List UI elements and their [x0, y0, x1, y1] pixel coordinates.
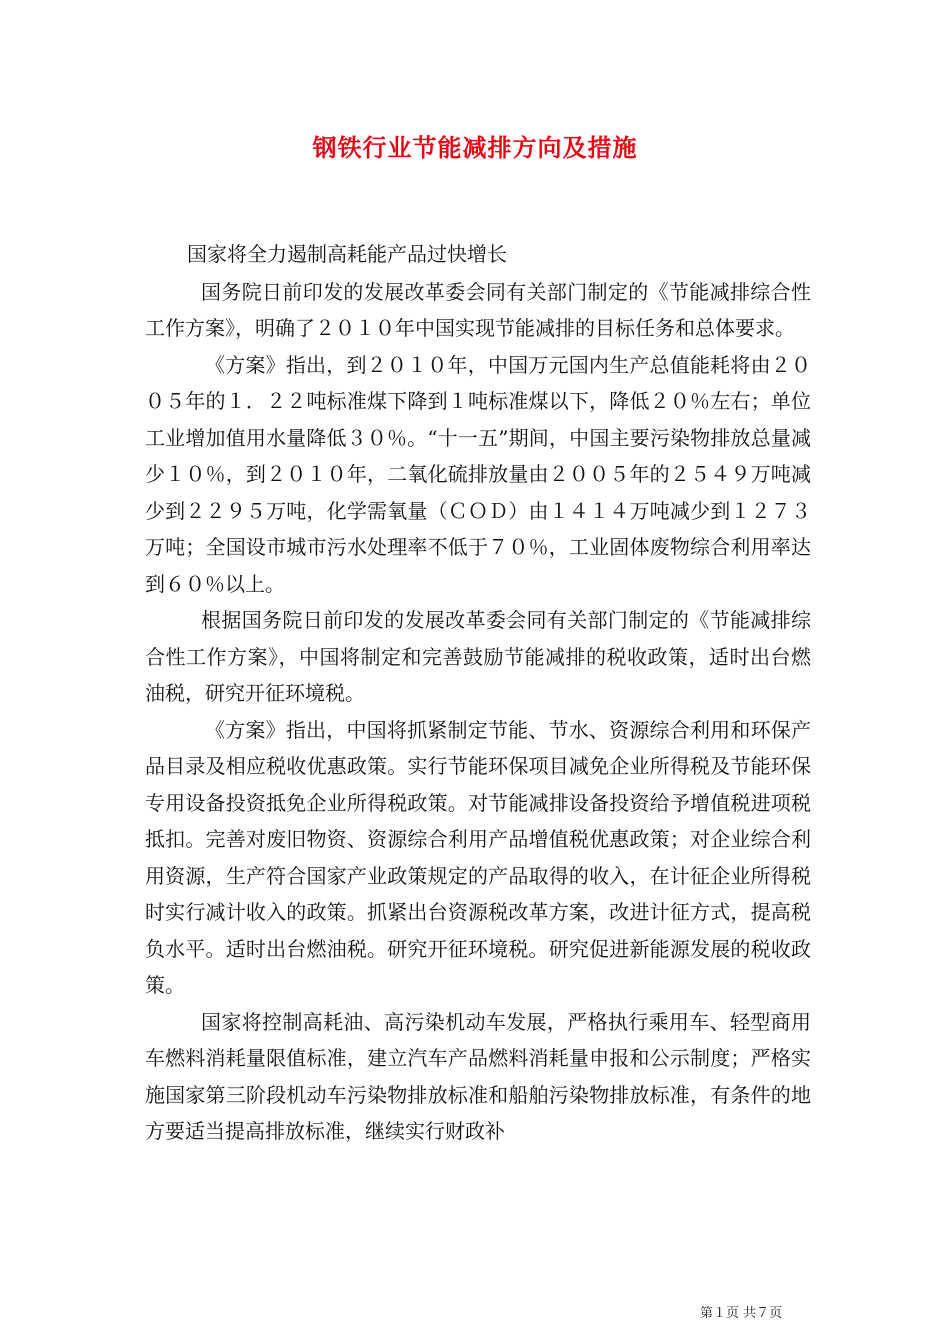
paragraph-1: 国家将全力遏制高耗能产品过快增长	[187, 242, 507, 266]
paragraph-5: 《方案》指出，中国将抓紧制定节能、节水、资源综合利用和环保产品目录及相应税收优惠政策。实行节能环保项目减免企业所得税及节能环保专用设备投资抵免企业所得税政策。对节能减排设备投资给予增值税进项税抵扣。完善对废旧物资、资源综合利用产品增值税优惠政策；对企业综合利用资源，生产符合国家产业政策规定的产品取得的收入，在计征企业所得税时实行减计收入的政策。抓紧出台资源税改革方案，改进计征方式，提高税负水平。适时出台燃油税。研究开征环境税。研究促进新能源发展的税收政策。	[145, 717, 811, 997]
paragraph-3: 《方案》指出，到２０１０年，中国万元国内生产总值能耗将由２００５年的１．２２吨标准煤下降到１吨标准煤以下，降低２０％左右；单位工业增加值用水量降低３０％。“十一五”期间，中国主要污染物排放总量减少１０％，到２０１０年，二氧化硫排放量由２００５年的２５４９万吨减少到２２９５万吨，化学需氧量（ＣＯＤ）由１４１４万吨减少到１２７３万吨；全国设市城市污水处理率不低于７０％，工业固体废物综合利用率达到６０％以上。	[145, 352, 811, 596]
paragraph-4: 根据国务院日前印发的发展改革委会同有关部门制定的《节能减排综合性工作方案》，中国将制定和完善鼓励节能减排的税收政策，适时出台燃油税，研究开征环境税。	[145, 608, 811, 705]
page-number: 第１页 共７页	[700, 1306, 783, 1321]
document-title: 钢铁行业节能减排方向及措施	[312, 133, 638, 162]
paragraph-6: 国家将控制高耗油、高污染机动车发展，严格执行乘用车、轻型商用车燃料消耗量限值标准，建立汽车产品燃料消耗量申报和公示制度；严格实施国家第三阶段机动车污染物排放标准和船舶污染物排放标准，有条件的地方要适当提高排放标准，继续实行财政补	[145, 1009, 811, 1143]
paragraph-2: 国务院日前印发的发展改革委会同有关部门制定的《节能减排综合性工作方案》，明确了２０１０年中国实现节能减排的目标任务和总体要求。	[145, 279, 811, 340]
document-body	[145, 236, 811, 1150]
